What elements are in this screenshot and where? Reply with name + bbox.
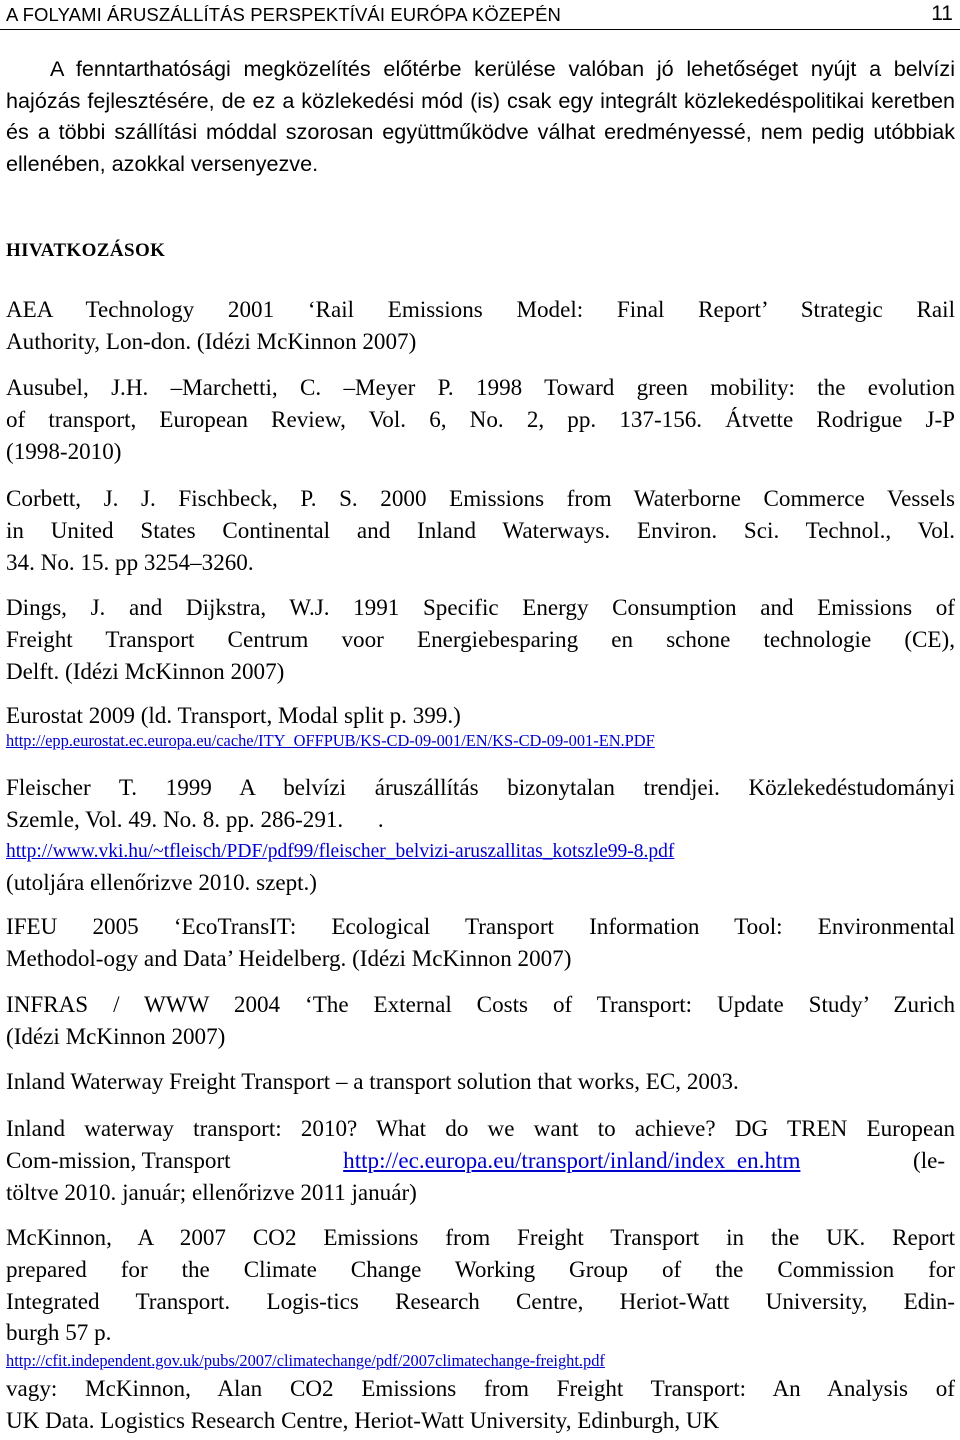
references-heading: HIVATKOZÁSOK [6,240,166,261]
page-number: 11 [931,2,953,25]
reference-line: Inland waterway transport: 2010? What do we want to achieve? DG TREN European [6,1115,955,1141]
reference-line: Methodol-ogy and Data’ Heidelberg. (Idézi McKinnon 2007) [6,944,572,971]
reference-line: Authority, Lon-don. (Idézi McKinnon 2007) [6,327,417,354]
running-header-title: A FOLYAMI ÁRUSZÁLLÍTÁS PERSPEKTÍVÁI EURÓPA KÖZEPÉN [6,4,562,25]
reference-infras [6,989,955,1053]
reference-link-line [6,836,955,867]
reference-line: töltve 2010. január; ellenőrizve 2011 január) [6,1178,417,1205]
reference-line: (utoljára ellenőrizve 2010. szept.) [6,868,317,895]
reference-dg-tren [6,1113,955,1208]
reference-aea [6,294,955,358]
reference-ausubel [6,372,955,467]
eurostat-link[interactable]: http://epp.eurostat.ec.europa.eu/cache/ITY_OFFPUB/KS-CD-09-001/EN/KS-CD-09-001-EN.PDF [6,731,655,750]
reference-link-line [6,1349,955,1373]
reference-line: Corbett, J. J. Fischbeck, P. S. 2000 Emissions from Waterborne Commerce Vessels [6,485,955,511]
reference-line: AEA Technology 2001 ‘Rail Emissions Model: Final Report’ Strategic Rail [6,296,955,322]
reference-text: Com-mission, Transport [6,1146,231,1173]
reference-line: INFRAS / WWW 2004 ‘The External Costs of Transport: Update Study’ Zurich [6,991,955,1017]
ec-transport-link[interactable]: http://ec.europa.eu/transport/inland/index_en.htm [343,1146,801,1173]
reference-line: burgh 57 p. [6,1319,112,1346]
reference-line: Ausubel, J.H. –Marchetti, C. –Meyer P. 1998 Toward green mobility: the evolution [6,374,955,400]
reference-line: Dings, J. and Dijkstra, W.J. 1991 Specific Energy Consumption and Emissions of [6,594,955,620]
reference-line: Szemle, Vol. 49. No. 8. pp. 286-291. . [6,805,384,832]
reference-dings [6,592,955,687]
reference-line: UK Data. Logistics Research Centre, Heriot-Watt University, Edinburgh, UK [6,1406,720,1433]
reference-line: McKinnon, A 2007 CO2 Emissions from Freight Transport in the UK. Report [6,1224,955,1250]
reference-eurostat [6,701,955,753]
reference-line: (1998-2010) [6,437,122,464]
reference-link-line [6,729,955,753]
reference-line: of transport, European Review, Vol. 6, No. 2, pp. 137-156. Átvette Rodrigue J-P [6,405,955,432]
reference-line: Inland Waterway Freight Transport – a transport solution that works, EC, 2003. [6,1068,739,1094]
reference-line: Fleischer T. 1999 A belvízi áruszállítás bizonytalan trendjei. Közlekedéstudományi [6,774,955,800]
reference-mckinnon [6,1222,955,1437]
reference-corbett [6,483,955,578]
reference-ifeu [6,911,955,975]
reference-line: vagy: McKinnon, Alan CO2 Emissions from Freight Transport: An Analysis of [6,1375,955,1402]
reference-line: in United States Continental and Inland Waterways. Environ. Sci. Technol., Vol. [6,516,955,543]
reference-line: IFEU 2005 ‘EcoTransIT: Ecological Transport Information Tool: Environmental [6,913,955,939]
reference-line: 34. No. 15. pp 3254–3260. [6,548,254,575]
reference-line: (Idézi McKinnon 2007) [6,1022,226,1049]
running-header [0,0,960,30]
reference-fleischer [6,772,955,897]
intro-paragraph: A fenntarthatósági megközelítés előtérbe kerülése valóban jó lehetőséget nyújt a belvízi hajózás fejlesztésére, de ez a közlekedési mód (is) csak egy integrált közlekedéspolitikai keretben és a többi szállítási móddal szorosan együttműködve válhat eredményessé, nem pedig utóbbiak ellenében, azokkal versenyezve. [6,56,955,176]
reference-line: Integrated Transport. Logis-tics Research Centre, Heriot-Watt University, Edin- [6,1287,955,1314]
vki-link[interactable]: http://www.vki.hu/~tfleisch/PDF/pdf99/fleischer_belvizi-aruszallitas_kotszle99-8.pdf [6,840,675,862]
reference-line: Delft. (Idézi McKinnon 2007) [6,657,285,684]
reference-line: Eurostat 2009 (ld. Transport, Modal split p. 399.) [6,702,461,728]
reference-ec-2003 [6,1066,955,1098]
reference-line: Freight Transport Centrum voor Energiebesparing en schone technologie (CE), [6,625,955,652]
reference-line: prepared for the Climate Change Working Group of the Commission for [6,1255,955,1282]
reference-line: Com-mission, Transport http://ec.europa.eu/transport/inland/index_en.htm (le- [48,1145,955,1177]
cfit-link[interactable]: http://cfit.independent.gov.uk/pubs/2007/climatechange/pdf/2007climatechange-freight.pdf [6,1351,605,1371]
